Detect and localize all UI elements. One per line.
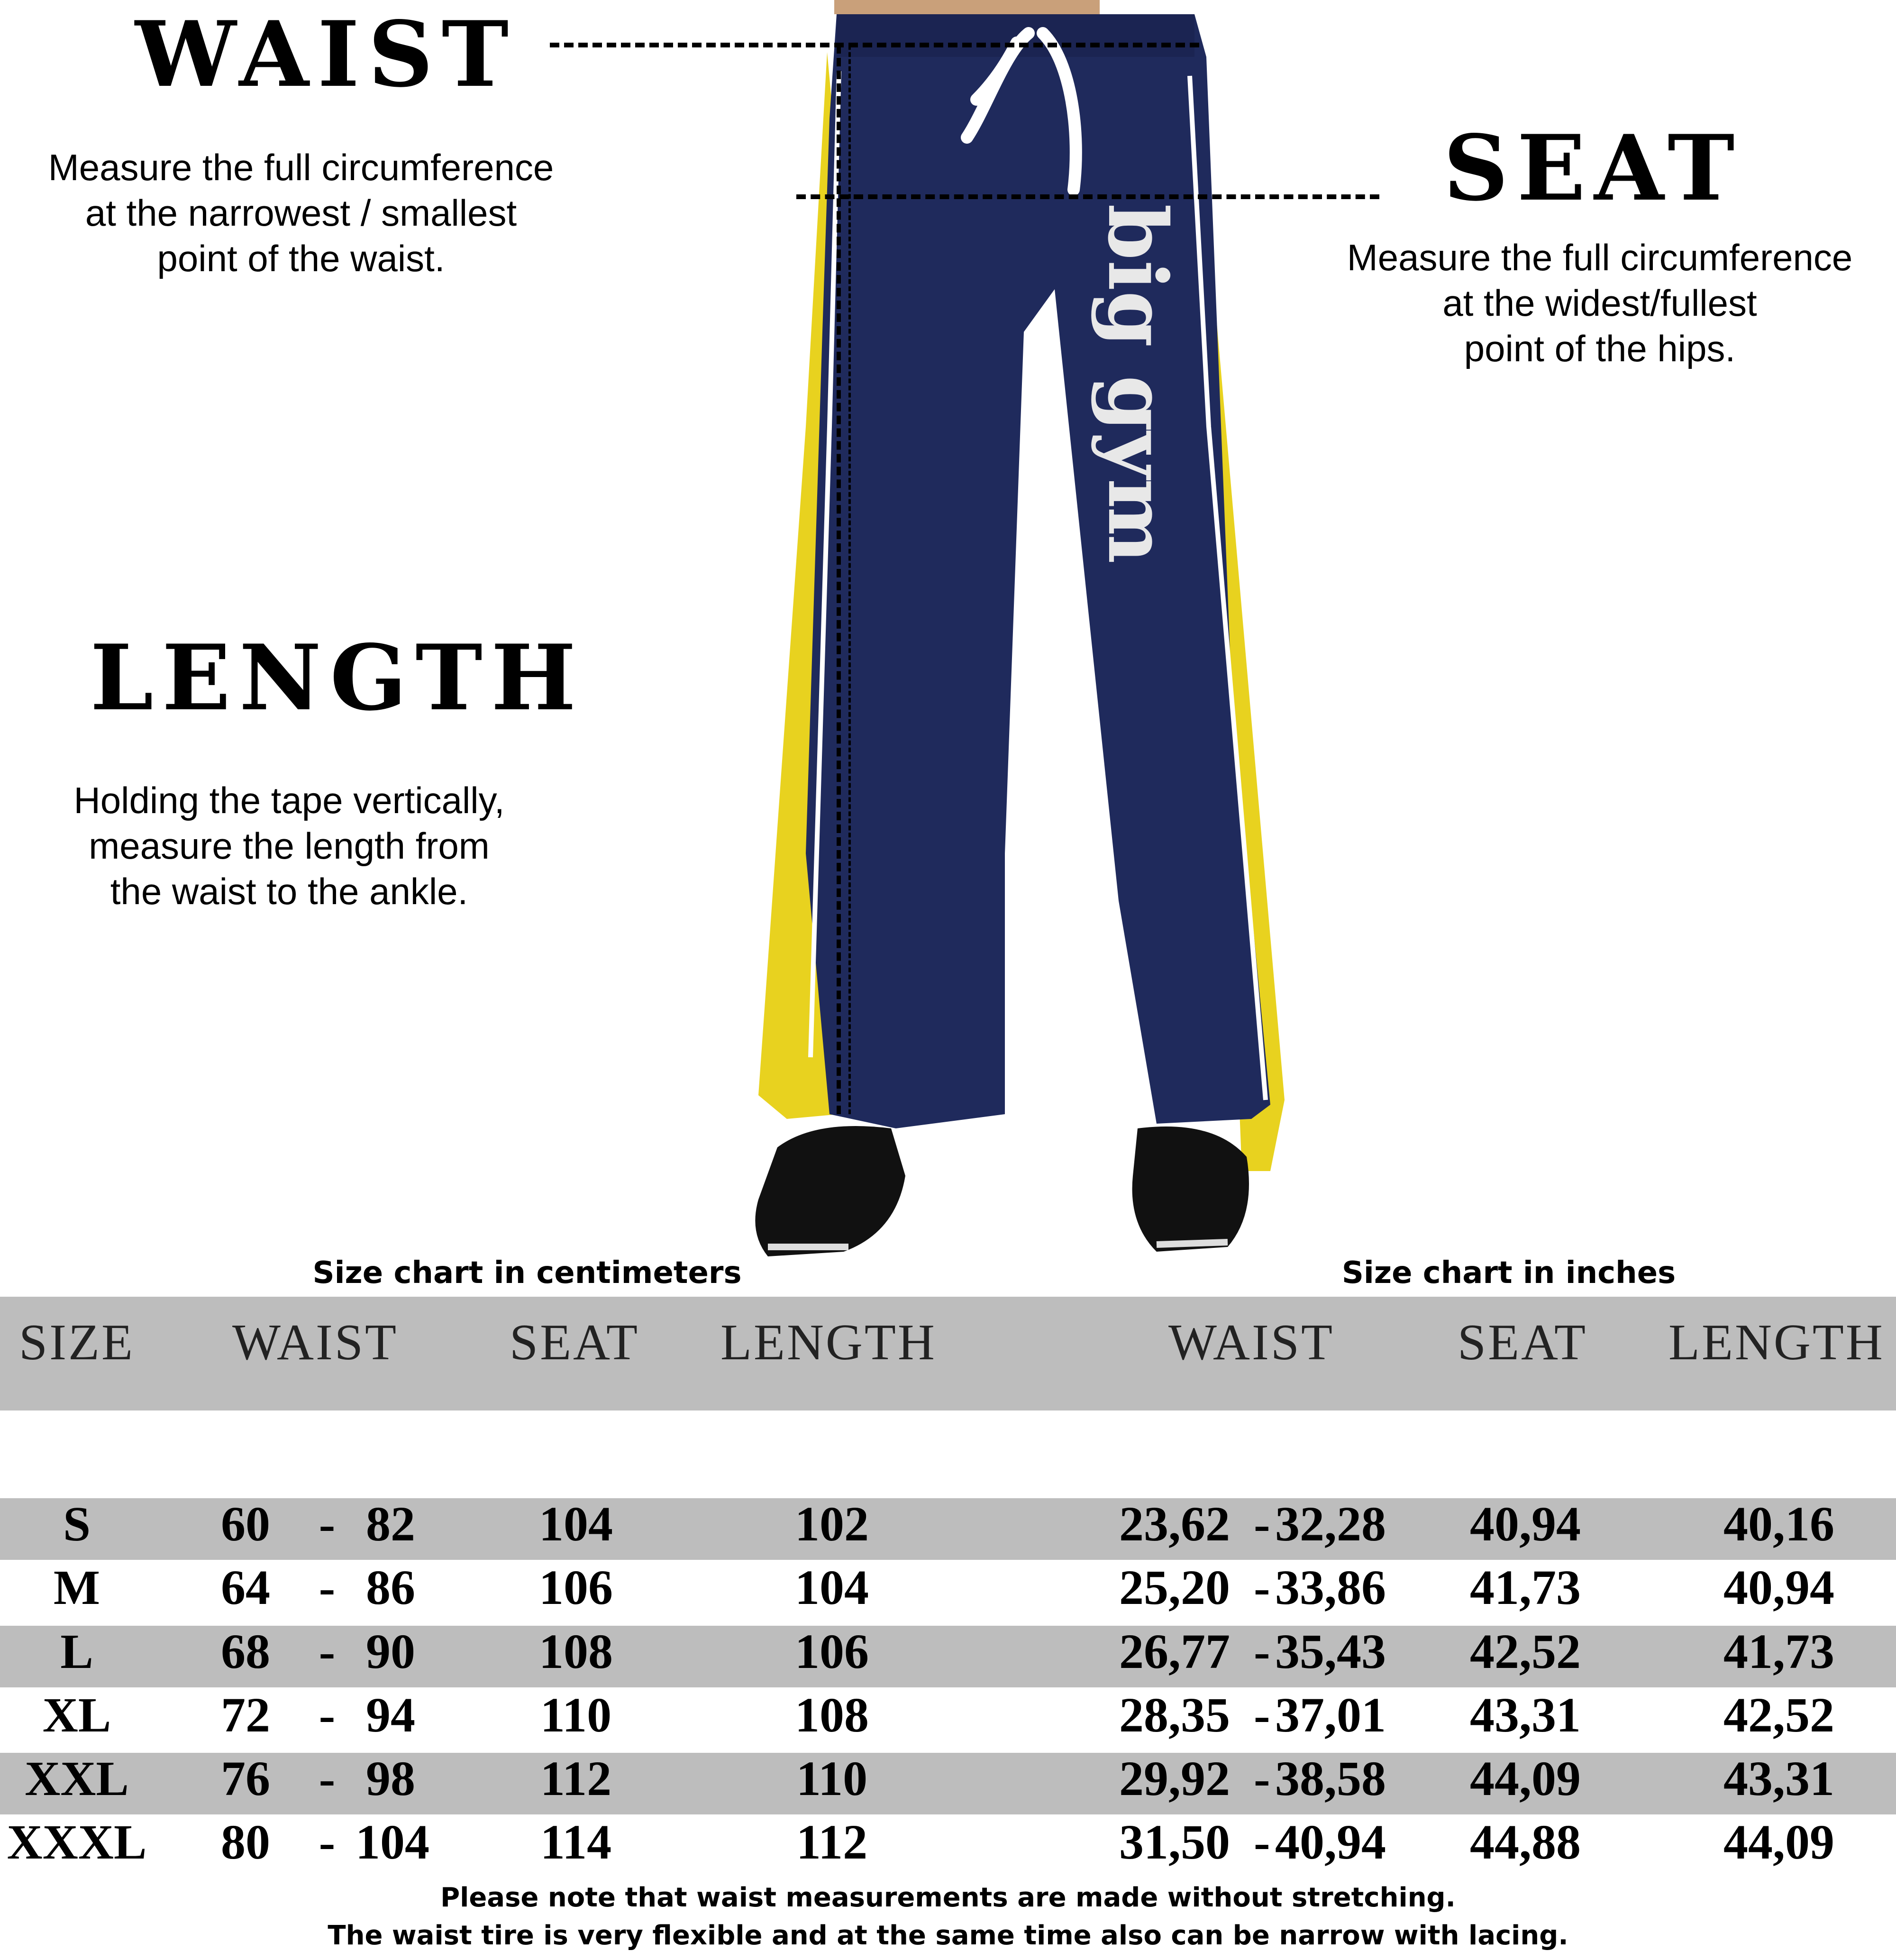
size-cell: XL — [42, 1688, 111, 1742]
size-cell: S — [63, 1497, 91, 1551]
in-waist-min-cell: 29,92 — [1119, 1751, 1230, 1806]
cm-seat-cell: 114 — [540, 1815, 612, 1869]
waist-title: WAIST — [135, 1, 518, 107]
in-length-cell: 41,73 — [1723, 1624, 1834, 1679]
in-seat-cell: 41,73 — [1470, 1560, 1581, 1615]
in-seat-cell: 44,09 — [1470, 1751, 1581, 1806]
row-band — [0, 1626, 1896, 1687]
header-in-seat: SEAT — [1458, 1314, 1588, 1371]
inch-chart-title: Size chart in inches — [1341, 1255, 1676, 1291]
seat-description-line: at the widest/fullest — [1442, 282, 1757, 324]
cm-waist-min-cell: 60 — [221, 1497, 270, 1551]
header-in-waist: WAIST — [1168, 1314, 1334, 1371]
waist-description-line: at the narrowest / smallest — [85, 192, 517, 234]
length-measure-line — [837, 45, 841, 1114]
cm-seat-cell: 110 — [540, 1688, 612, 1742]
cm-chart-title: Size chart in centimeters — [312, 1255, 742, 1291]
size-cell: XXXL — [7, 1815, 147, 1869]
size-cell: L — [60, 1624, 93, 1679]
pants-body — [806, 14, 1270, 1128]
cm-length-cell: 108 — [795, 1688, 869, 1742]
header-in-length: LENGTH — [1668, 1314, 1885, 1371]
in-waist-max-cell: 37,01 — [1275, 1688, 1386, 1742]
cm-waist-max-cell: 86 — [366, 1560, 415, 1615]
length-description-line: the waist to the ankle. — [110, 870, 468, 912]
cm-waist-sep: - — [319, 1497, 336, 1551]
cm-waist-min-cell: 68 — [221, 1624, 270, 1679]
header-cm-seat: SEAT — [510, 1314, 640, 1371]
cm-waist-max-cell: 90 — [366, 1624, 415, 1679]
cm-waist-max-cell: 82 — [366, 1497, 415, 1551]
cm-waist-sep: - — [319, 1624, 336, 1679]
seat-description-line: Measure the full circumference — [1347, 237, 1853, 278]
cm-seat-cell: 108 — [539, 1624, 613, 1679]
length-title: LENGTH — [90, 625, 585, 731]
in-length-cell: 44,09 — [1723, 1815, 1834, 1869]
in-waist-sep: - — [1254, 1624, 1270, 1679]
seat-description — [1308, 235, 1891, 371]
in-seat-cell: 42,52 — [1470, 1624, 1581, 1679]
cm-waist-min-cell: 64 — [221, 1560, 270, 1615]
in-waist-max-cell: 40,94 — [1275, 1815, 1386, 1869]
seat-title: SEAT — [1443, 115, 1743, 221]
header-size: SIZE — [19, 1314, 135, 1371]
in-seat-cell: 44,88 — [1470, 1815, 1581, 1869]
cm-length-cell: 112 — [796, 1815, 868, 1869]
in-waist-min-cell: 31,50 — [1119, 1815, 1230, 1869]
in-length-cell: 42,52 — [1723, 1688, 1834, 1742]
pants-print-text: big gym — [1090, 204, 1185, 564]
in-length-cell: 40,16 — [1723, 1497, 1834, 1551]
in-waist-max-cell: 32,28 — [1275, 1497, 1386, 1551]
waist-description-line: Measure the full circumference — [48, 147, 554, 188]
cm-waist-max-cell: 104 — [356, 1815, 429, 1869]
in-waist-min-cell: 23,62 — [1119, 1497, 1230, 1551]
cm-waist-sep: - — [319, 1815, 336, 1869]
seat-measure-line — [796, 194, 1379, 199]
in-waist-max-cell: 35,43 — [1275, 1624, 1386, 1679]
in-waist-sep: - — [1254, 1815, 1270, 1869]
pants-illustration — [739, 0, 1308, 1271]
in-waist-sep: - — [1254, 1751, 1270, 1806]
cm-waist-max-cell: 98 — [366, 1751, 415, 1806]
cm-seat-cell: 112 — [540, 1751, 612, 1806]
in-seat-cell: 40,94 — [1470, 1497, 1581, 1551]
length-measure-line-inner — [848, 45, 851, 1114]
footnote: Please note that waist measurements are made without stretching. — [440, 1882, 1456, 1913]
in-length-cell: 43,31 — [1723, 1751, 1834, 1806]
size-cell: M — [53, 1560, 100, 1615]
length-description-line: measure the length from — [89, 825, 490, 867]
waist-description — [14, 145, 588, 281]
footnote: The waist tire is very flexible and at the same time also can be narrow with lacing. — [328, 1920, 1568, 1951]
length-description-line: Holding the tape vertically, — [73, 779, 505, 821]
left-shoe — [755, 1126, 905, 1256]
in-waist-sep: - — [1254, 1688, 1270, 1742]
cm-length-cell: 110 — [796, 1751, 868, 1806]
cm-waist-min-cell: 76 — [221, 1751, 270, 1806]
torso-skin — [834, 0, 1100, 14]
size-cell: XXL — [25, 1751, 129, 1806]
row-band — [0, 1498, 1896, 1560]
header-cm-waist: WAIST — [232, 1314, 398, 1371]
length-description — [19, 778, 559, 914]
in-seat-cell: 43,31 — [1470, 1688, 1581, 1742]
in-waist-sep: - — [1254, 1497, 1270, 1551]
in-waist-max-cell: 33,86 — [1275, 1560, 1386, 1615]
cm-seat-cell: 106 — [539, 1560, 613, 1615]
in-waist-sep: - — [1254, 1560, 1270, 1615]
waist-description-line: point of the waist. — [157, 238, 445, 279]
seat-description-line: point of the hips. — [1464, 328, 1736, 369]
in-waist-min-cell: 28,35 — [1119, 1688, 1230, 1742]
cm-length-cell: 106 — [795, 1624, 869, 1679]
cm-length-cell: 102 — [795, 1497, 869, 1551]
cm-waist-max-cell: 94 — [366, 1688, 415, 1742]
cm-waist-sep: - — [319, 1560, 336, 1615]
cm-waist-min-cell: 72 — [221, 1688, 270, 1742]
right-shoe — [1132, 1127, 1249, 1252]
header-cm-length: LENGTH — [720, 1314, 937, 1371]
right-shoe-sole — [1157, 1242, 1228, 1245]
in-length-cell: 40,94 — [1723, 1560, 1834, 1615]
cm-waist-sep: - — [319, 1688, 336, 1742]
cm-waist-sep: - — [319, 1751, 336, 1806]
cm-length-cell: 104 — [795, 1560, 869, 1615]
in-waist-max-cell: 38,58 — [1275, 1751, 1386, 1806]
row-band — [0, 1753, 1896, 1814]
cm-seat-cell: 104 — [539, 1497, 613, 1551]
in-waist-min-cell: 25,20 — [1119, 1560, 1230, 1615]
cm-waist-min-cell: 80 — [221, 1815, 270, 1869]
waist-measure-line — [550, 43, 1199, 47]
in-waist-min-cell: 26,77 — [1119, 1624, 1230, 1679]
